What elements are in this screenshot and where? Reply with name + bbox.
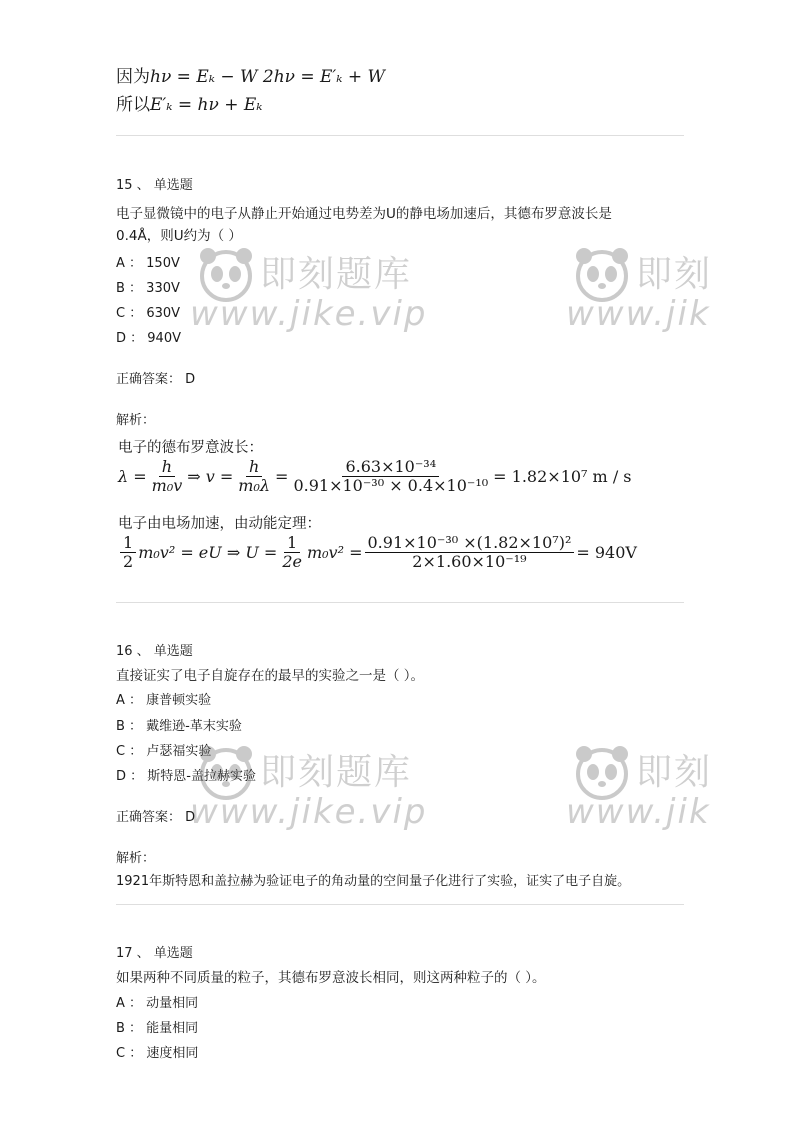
panda-icon [196, 246, 256, 302]
option-b[interactable]: B ： 戴维逊-革末实验 [116, 719, 242, 734]
option-b[interactable]: B ： 330V [116, 281, 180, 296]
denominator: m₀v [151, 476, 183, 495]
denominator: 2×1.60×10⁻¹⁹ [412, 552, 527, 571]
numerator: 1 [120, 534, 136, 553]
question-text: 直接证实了电子自旋存在的最早的实验之一是（ ）。 [116, 668, 425, 684]
option-a[interactable]: A ： 康普顿实验 [116, 693, 212, 708]
formula-expression: E′ₖ = hν + Eₖ [150, 95, 263, 115]
formula-line-1 [116, 62, 385, 87]
formula-line-2 [116, 90, 262, 115]
formula-expression: hν = Eₖ − W 2hν = E′ₖ + W [150, 67, 386, 87]
divider [116, 904, 684, 905]
numerator: 0.91×10⁻³⁰ ×(1.82×10⁷)² [365, 534, 575, 553]
question-header: 16 、 单选题 [116, 644, 193, 659]
denominator: 2e [282, 552, 302, 571]
fraction [365, 534, 575, 571]
fraction [279, 534, 305, 571]
watermark [566, 246, 812, 356]
question-header: 17 、 单选题 [116, 946, 193, 961]
watermark [566, 744, 812, 854]
question-text: 电子显微镜中的电子从静止开始通过电势差为U的静电场加速后，其德布罗意波长是 [116, 206, 612, 222]
denominator: 2 [123, 552, 134, 571]
option-d[interactable]: D ： 940V [116, 331, 181, 346]
analysis-text: 1921年斯特恩和盖拉赫为验证电子的角动量的空间量子化进行了实验，证实了电子自旋。 [116, 874, 631, 889]
correct-answer: 正确答案： D [116, 810, 196, 825]
option-c[interactable]: C ： 速度相同 [116, 1046, 199, 1061]
watermark-brand: 即刻 [636, 752, 713, 793]
eq-term: = 1.82×10⁷ m / s [493, 467, 632, 486]
numerator: 6.63×10⁻³⁴ [342, 458, 439, 477]
question-text-cont: 0.4Å，则U约为（ ） [116, 228, 242, 244]
analysis-line: 电子由电场加速，由动能定理： [118, 516, 321, 532]
analysis-label: 解析： [116, 851, 156, 866]
eq-term: m₀v² = eU ⇒ U = [138, 543, 278, 562]
panda-icon [572, 744, 632, 800]
analysis-label: 解析： [116, 413, 156, 428]
formula-prefix: 所以 [116, 95, 150, 115]
watermark-url: www.jik [566, 792, 711, 832]
numerator: h [159, 458, 175, 477]
analysis-line: 电子的德布罗意波长： [118, 440, 263, 456]
numerator: h [246, 458, 262, 477]
denominator: m₀λ [238, 476, 271, 495]
watermark [190, 246, 436, 356]
eq-term: λ = [118, 467, 147, 486]
watermark-brand: 即刻题库 [260, 254, 413, 295]
equation-wavelength [118, 458, 632, 495]
eq-term: ⇒ v = [187, 467, 234, 486]
fraction [149, 458, 186, 495]
correct-answer: 正确答案： D [116, 372, 196, 387]
watermark-url: www.jike.vip [190, 294, 428, 334]
divider [116, 602, 684, 603]
option-c[interactable]: C ： 卢瑟福实验 [116, 744, 212, 759]
formula-prefix: 因为 [116, 67, 150, 87]
watermark-brand: 即刻 [636, 254, 713, 295]
watermark [190, 744, 436, 854]
panda-icon [572, 246, 632, 302]
option-b[interactable]: B ： 能量相同 [116, 1021, 199, 1036]
eq-term: m₀v² = [306, 543, 363, 562]
watermark-brand: 即刻题库 [260, 752, 413, 793]
fraction [235, 458, 273, 495]
watermark-clip [566, 246, 713, 356]
question-header: 15 、 单选题 [116, 178, 193, 193]
option-d[interactable]: D ： 斯特恩-盖拉赫实验 [116, 769, 256, 784]
option-a[interactable]: A ： 动量相同 [116, 996, 199, 1011]
option-c[interactable]: C ： 630V [116, 306, 181, 321]
option-a[interactable]: A ： 150V [116, 256, 180, 271]
equation-energy [118, 534, 637, 571]
fraction [120, 534, 136, 571]
numerator: 1 [284, 534, 300, 553]
fraction [290, 458, 491, 495]
watermark-url: www.jike.vip [190, 792, 428, 832]
eq-term: = 940V [576, 543, 637, 562]
question-text: 如果两种不同质量的粒子，其德布罗意波长相同，则这两种粒子的（ ）。 [116, 970, 546, 986]
divider [116, 135, 684, 136]
watermark-url: www.jik [566, 294, 711, 334]
watermark-clip [566, 744, 713, 854]
denominator: 0.91×10⁻³⁰ × 0.4×10⁻¹⁰ [293, 476, 489, 495]
eq-term: = [275, 467, 289, 486]
